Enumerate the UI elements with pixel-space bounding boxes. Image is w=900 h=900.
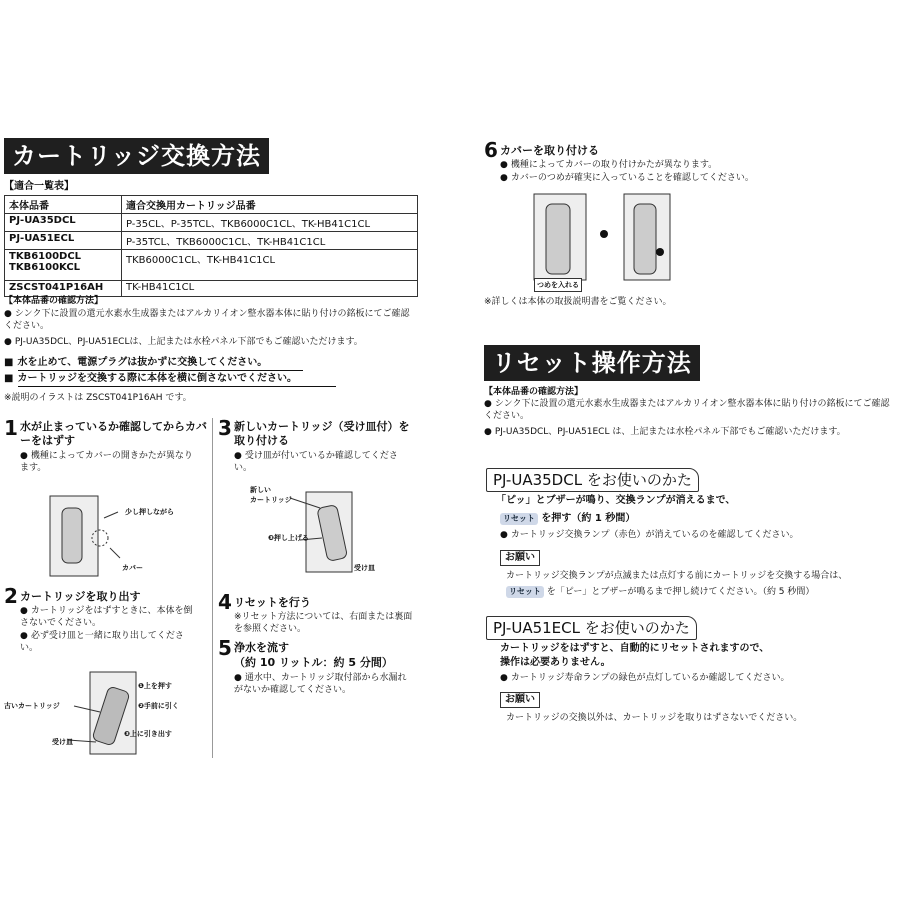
cell-cartridge: TKB6000C1CL、TK-HB41C1CL (122, 250, 418, 281)
header-cartridge: 適合交換用カートリッジ品番 (122, 196, 418, 214)
table-header-row (5, 196, 418, 214)
label-old-cartridge: 古いカートリッジ (4, 702, 60, 710)
ua35-instruction-row (500, 512, 635, 526)
label-push-up: ❶上を押す (138, 682, 172, 690)
step-5-number: 5 (218, 636, 232, 660)
ua51-request-label: お願い (500, 692, 540, 708)
label-pull-up: ❸上に引き出す (124, 730, 172, 738)
step-2-note-1: ● カートリッジをはずすときに、本体を倒さないでください。 (20, 605, 200, 629)
step-5-subtitle: （約 10 リットル：約 5 分間） (234, 656, 393, 669)
ua35-request-label: お願い (500, 550, 540, 566)
step-5-title: 浄水を流す (234, 641, 289, 654)
label-tray: 受け皿 (52, 738, 73, 746)
confirm-note-1: ● シンク下に設置の還元水素水生成器またはアルカリイオン整水器本体に貼り付けの銘板にてご確認ください。 (4, 308, 416, 332)
section-ua51-heading: PJ-UA51ECL をお使いのかた (486, 616, 697, 640)
reset-confirm-label: 【本体品番の確認方法】 (484, 387, 584, 397)
step-4-note: ※リセット方法については、右面または裏面を参照ください。 (234, 612, 413, 634)
warning-1: ■ 水を止めて、電源プラグは抜かずに交換してください。 (4, 356, 267, 370)
step-4-title: リセットを行う (234, 596, 311, 609)
ua35-note: ● カートリッジ交換ランプ（赤色）が消えているのを確認してください。 (500, 529, 799, 541)
warning-2: ■ カートリッジを交換する際に本体を横に倒さないでください。 (4, 372, 297, 386)
step-2-illustration (4, 666, 209, 766)
ua51-note: ● カートリッジ寿命ランプの緑色が点灯しているか確認してください。 (500, 672, 790, 684)
label-cartridge: カートリッジ (250, 496, 292, 504)
cell-cartridge: P-35TCL、TKB6000C1CL、TK-HB41C1CL (122, 232, 418, 250)
step-3-number: 3 (218, 416, 232, 440)
step-4-number: 4 (218, 590, 232, 614)
header-model: 本体品番 (5, 196, 122, 214)
reset-button-icon: リセット (500, 513, 538, 525)
label-push-in: ❸押し上げる (268, 534, 309, 542)
step-1-number: 1 (4, 416, 18, 440)
confirm-note-2: ● PJ-UA35DCL、PJ-UA51ECLは、上記または水栓パネル下部でもご確認いただけます。 (4, 336, 424, 348)
cell-cartridge: P-35CL、P-35TCL、TKB6000C1CL、TK-HB41C1CL (122, 214, 418, 232)
table-row (5, 250, 418, 281)
cartridge-replacement-banner: カートリッジ交換方法 (4, 138, 269, 174)
compat-table-label: 【適合一覧表】 (4, 181, 74, 192)
cell-model: PJ-UA35DCL (5, 214, 122, 232)
confirm-method-label: 【本体品番の確認方法】 (4, 296, 104, 306)
table-row (5, 232, 418, 250)
table-row (5, 214, 418, 232)
compat-table (4, 195, 418, 297)
label-tray-new: 受け皿 (354, 564, 375, 572)
step-2-number: 2 (4, 584, 18, 608)
step-1-title: 水が止まっているか確認してからカバーをはずす (20, 420, 207, 447)
step-3-note: ● 受け皿が付いているか確認してください。 (234, 450, 414, 474)
claw-label: つめを入れる (534, 278, 582, 292)
cell-cartridge: TK-HB41C1CL (122, 281, 418, 297)
ua51-request-1: カートリッジの交換以外は、カートリッジを取りはずさないでください。 (506, 713, 803, 723)
step-1-illustration (40, 478, 180, 578)
step-3-title: 新しいカートリッジ（受け皿付）を取り付ける (234, 420, 410, 447)
section-ua35-heading: PJ-UA35DCL をお使いのかた (486, 468, 699, 492)
reset-confirm-note-1: ● シンク下に設置の還元水素水生成器またはアルカリイオン整水器本体に貼り付けの銘板にてご確認ください。 (484, 398, 896, 422)
cell-model: TKB6100DCL TKB6100KCL (5, 250, 122, 281)
illustration-note: ※説明のイラストは ZSCST041P16AH です。 (4, 393, 192, 403)
label-cover: カバー (122, 564, 143, 572)
ua51-instruction-1: カートリッジをはずすと、自動的にリセットされますので、 (500, 643, 770, 654)
step-2-note-2: ● 必ず受け皿と一緒に取り出してください。 (20, 630, 200, 654)
reset-confirm-note-2: ● PJ-UA35DCL、PJ-UA51ECL は、上記または水栓パネル下部でもご確認いただけます。 (484, 426, 896, 438)
step-6-note-2: ● カバーのつめが確実に入っていることを確認してください。 (500, 172, 754, 184)
step-6-title: カバーを取り付ける (500, 144, 599, 157)
cell-model: ZSCST041P16AH (5, 281, 122, 297)
ua51-instruction-2: 操作は必要ありません。 (500, 657, 611, 668)
step-6-illustration (528, 190, 688, 290)
reset-button-icon: リセット (506, 586, 544, 598)
step-6-note-1: ● 機種によってカバーの取り付けかたが異なります。 (500, 159, 717, 171)
ua35-instruction-2: を押す（約 1 秒間） (541, 513, 636, 524)
reset-operation-banner: リセット操作方法 (484, 345, 700, 381)
step-2-title: カートリッジを取り出す (20, 590, 141, 603)
label-pull-forward: ❷手前に引く (138, 702, 179, 710)
cell-model: PJ-UA51ECL (5, 232, 122, 250)
step-1-note: ● 機種によってカバーの開きかたが異なります。 (20, 450, 200, 474)
label-push: 少し押しながら (125, 508, 174, 516)
step-5-note: ● 通水中、カートリッジ取付部から水漏れがないか確認してください。 (234, 672, 414, 696)
column-divider (212, 418, 213, 758)
ua35-instruction-1: 「ピッ」とブザーが鳴り、交換ランプが消えるまで、 (496, 495, 736, 506)
step-6-number: 6 (484, 138, 498, 162)
label-new: 新しい (250, 486, 271, 494)
detail-note: ※詳しくは本体の取扱説明書をご覧ください。 (484, 297, 672, 307)
ua35-request-row (506, 586, 814, 598)
ua35-request-1: カートリッジ交換ランプが点滅または点灯する前にカートリッジを交換する場合は、 (506, 571, 848, 581)
step-3-illustration (250, 482, 410, 582)
ua35-request-2: を「ピー」とブザーが鳴るまで押し続けてください。（約 5 秒間） (546, 587, 815, 597)
